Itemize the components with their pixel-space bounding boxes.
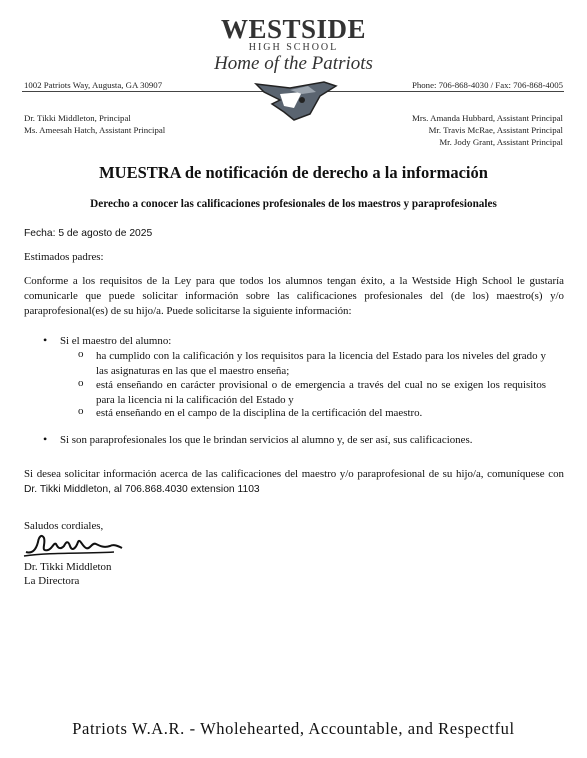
notice-title: MUESTRA de notificación de derecho a la información bbox=[99, 163, 488, 182]
bullet-icon: • bbox=[43, 432, 48, 446]
sub-item-provisional: está enseñando en carácter provisional o de emergencia a través del cual no se exigen los requisitos para la licencia ni la calificación del Estado y bbox=[96, 379, 546, 406]
patriot-logo-icon bbox=[250, 78, 340, 130]
notice-subtitle: Derecho a conocer las calificaciones profesionales de los maestros y paraprofesionales bbox=[90, 198, 497, 210]
signer-name: Dr. Tikki Middleton bbox=[24, 561, 112, 573]
signer-title: La Directora bbox=[24, 575, 80, 587]
letter-greeting: Estimados padres: bbox=[24, 251, 104, 263]
staff-assistant-principal: Mr. Jody Grant, Assistant Principal bbox=[439, 137, 563, 147]
school-subtitle: HIGH SCHOOL bbox=[248, 42, 339, 53]
sub-bullet-icon: o bbox=[78, 405, 84, 417]
bullet-paraprofessional: Si son paraprofesionales los que le brindan servicios al alumno y, de ser así, sus calificaciones. bbox=[60, 434, 473, 446]
staff-assistant-principal: Mrs. Amanda Hubbard, Assistant Principal bbox=[412, 113, 563, 123]
sub-item-licensed: ha cumplido con la calificación y los requisitos para la licencia del Estado para los niveles del grado y las asignaturas en las que el maestro enseña; bbox=[96, 350, 546, 377]
sub-item-discipline: está enseñando en el campo de la disciplina de la certificación del maestro. bbox=[96, 407, 423, 419]
bullet-icon: • bbox=[43, 333, 48, 347]
sub-bullet-icon: o bbox=[78, 377, 84, 389]
school-address: 1002 Patriots Way, Augusta, GA 30907 bbox=[24, 80, 163, 90]
school-name: WESTSIDE bbox=[220, 14, 367, 44]
staff-assistant-principal: Ms. Ameesah Hatch, Assistant Principal bbox=[24, 125, 166, 135]
school-phone-fax: Phone: 706-868-4030 / Fax: 706-868-4005 bbox=[411, 80, 563, 90]
letter-date: Fecha: 5 de agosto de 2025 bbox=[24, 228, 153, 239]
sub-bullet-icon: o bbox=[78, 348, 84, 360]
bullet-teacher: Si el maestro del alumno: bbox=[60, 335, 172, 347]
school-motto-script: Home of the Patriots bbox=[214, 53, 373, 74]
letter-signoff: Saludos cordiales, bbox=[24, 520, 104, 532]
footer-motto: Patriots W.A.R. - Wholehearted, Accountable, and Respectful bbox=[72, 719, 515, 738]
signature-icon bbox=[22, 530, 132, 558]
closing-contact: Dr. Tikki Middleton, al 706.868.4030 extension 1103 bbox=[24, 484, 260, 495]
staff-assistant-principal: Mr. Travis McRae, Assistant Principal bbox=[428, 125, 563, 135]
staff-principal: Dr. Tikki Middleton, Principal bbox=[24, 113, 131, 123]
letter-intro: Conforme a los requisitos de la Ley para que todos los alumnos tengan éxito, a la Westside High School le gustaría comunicarle que puede solicitar información sobre las calificaciones profesionales del (de los) maestro(s) y/o paraprofesional(es) de su hijo/a. Puede solicitarse la siguiente información: bbox=[24, 275, 564, 317]
closing-text: Si desea solicitar información acerca de las calificaciones del maestro y/o paraprofesional de su hijo/a, comuníquese con bbox=[24, 468, 564, 480]
letter-closing-paragraph bbox=[24, 467, 564, 497]
